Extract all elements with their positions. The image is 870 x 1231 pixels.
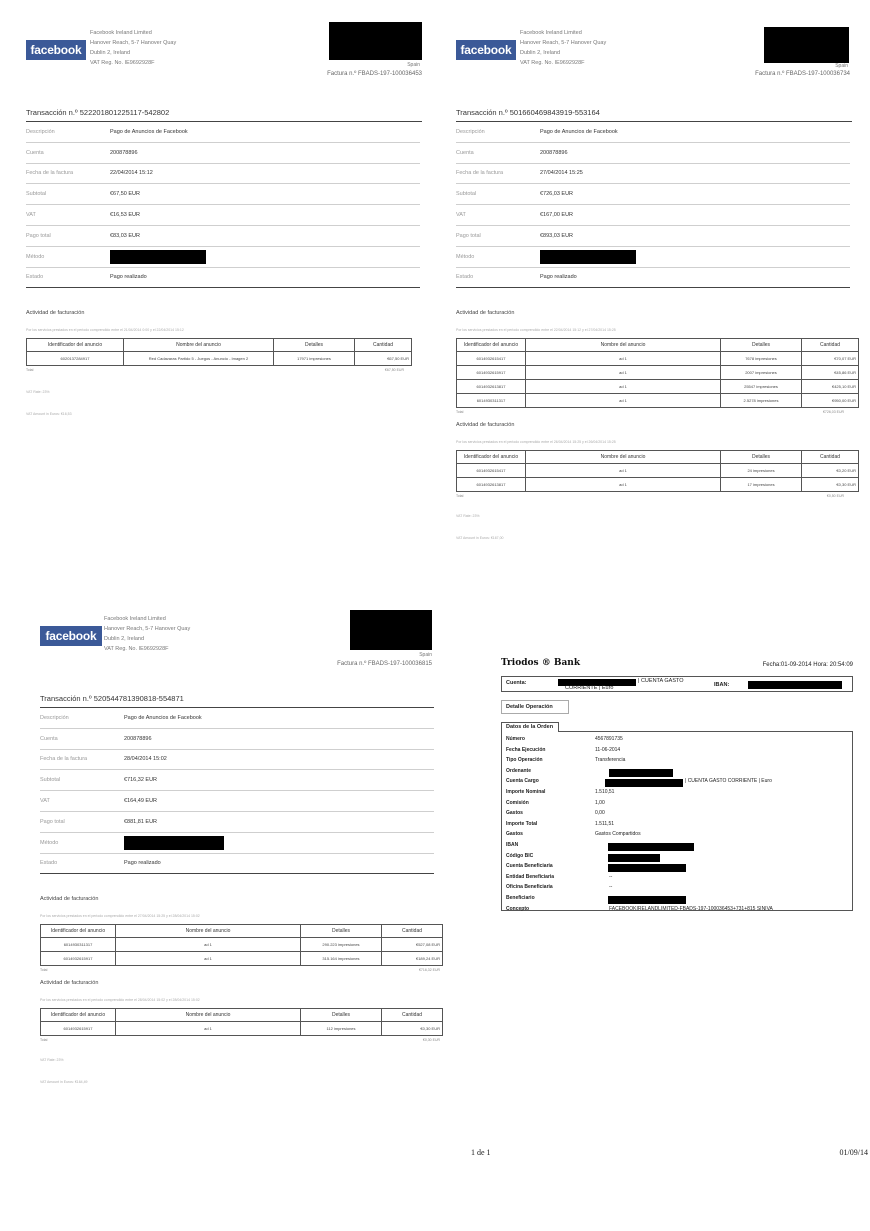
detail-label: Método	[456, 246, 540, 267]
column-header: Nombre del anuncio	[124, 339, 274, 352]
cell: €67,50 EUR	[355, 352, 412, 366]
order-row	[506, 906, 848, 917]
order-label: IBAN	[506, 841, 519, 848]
detail-label: Método	[26, 246, 110, 267]
order-row	[506, 800, 848, 811]
tab-order-data[interactable]: Datos de la Orden	[501, 722, 559, 732]
cell: €950,00 EUR	[802, 394, 859, 408]
invoice-header	[26, 24, 422, 80]
print-datetime: Fecha:01-09-2014 Hora: 20:54:09	[762, 662, 853, 668]
company-line: Facebook Ireland Limited	[104, 616, 166, 622]
invoice-header	[40, 610, 448, 666]
cell: 112 impresiones	[301, 1022, 382, 1036]
order-row	[506, 874, 848, 885]
activity-title: Actividad de facturación	[26, 310, 85, 317]
total-row	[40, 968, 448, 976]
cell: 6014932613817	[457, 380, 526, 394]
column-header: Nombre del anuncio	[526, 339, 721, 352]
column-header: Identificador del anuncio	[457, 339, 526, 352]
cell: 24 impresiones	[721, 464, 802, 478]
redacted-method	[110, 250, 206, 264]
total-value: €716,32 EUR	[418, 968, 440, 973]
table-row	[41, 1022, 443, 1036]
cell: 315.164 impresiones	[301, 952, 382, 966]
order-row	[506, 895, 848, 906]
column-header: Identificador del anuncio	[41, 1009, 116, 1022]
order-value: 1,00	[595, 799, 605, 806]
order-value: Gastos Compartidos	[595, 831, 641, 838]
table-header	[41, 1009, 443, 1022]
order-value: 0,00	[595, 810, 605, 817]
detail-label: VAT	[26, 205, 110, 226]
cell: ad 1	[526, 394, 721, 408]
cell: €527,08 EUR	[382, 938, 443, 952]
order-label: Importe Nominal	[506, 788, 546, 795]
cell: 6014932615917	[41, 952, 116, 966]
vat-amount: VAT Amount in Euros: €167,00	[456, 536, 504, 541]
column-header: Cantidad	[802, 339, 859, 352]
activity-title-2: Actividad de facturación	[456, 422, 515, 429]
redacted-value	[608, 864, 686, 872]
order-value: --	[609, 873, 613, 880]
detail-value: 200878896	[124, 728, 434, 749]
detail-value: €881,81 EUR	[124, 811, 434, 832]
total-row	[456, 410, 852, 418]
order-data-panel	[501, 731, 853, 911]
detail-row	[40, 728, 434, 749]
total-value: €67,50 EUR	[384, 368, 404, 373]
redacted-value	[609, 769, 673, 777]
total-label: Total	[40, 1038, 48, 1043]
column-header: Detalles	[721, 339, 802, 352]
table-header	[41, 925, 443, 938]
order-label: Gastos	[506, 831, 523, 838]
company-line: Facebook Ireland Limited	[520, 30, 582, 36]
cell: €0,20 EUR	[802, 464, 859, 478]
cell: ad 1	[526, 478, 721, 492]
order-label: Tipo Operación	[506, 757, 543, 764]
detail-row	[456, 246, 850, 267]
column-header: Cantidad	[382, 1009, 443, 1022]
cell: €0,30 EUR	[382, 1022, 443, 1036]
order-row	[506, 747, 848, 758]
order-row	[506, 778, 848, 789]
company-address	[520, 28, 606, 68]
column-header: Cantidad	[382, 925, 443, 938]
detail-row	[40, 749, 434, 770]
transaction-number: Transacción n.º 520544781390818-554871	[40, 694, 434, 708]
detail-label: Estado	[26, 267, 110, 288]
company-line: Dublin 2, Ireland	[90, 50, 131, 56]
detail-value-redacted	[110, 246, 420, 267]
cell: ad 1	[526, 380, 721, 394]
detail-label: Descripción	[40, 708, 124, 728]
redacted-value	[605, 779, 683, 787]
facebook-logo: facebook	[40, 626, 102, 646]
cell: €189,24 EUR	[382, 952, 443, 966]
detail-label: Subtotal	[26, 184, 110, 205]
facebook-logo: facebook	[456, 40, 516, 60]
activity-period: Por los servicios prestados en el periodo comprendido entre el 22/04/2014 15:12 y el 27/04/2014 15:25	[456, 328, 616, 333]
invoice-number: Factura n.º FBADS-197-100036815	[337, 661, 432, 667]
redacted-method	[124, 836, 224, 850]
table-row	[41, 952, 443, 966]
cell: Red Cadavaras Partido 5 - Juegos - Anuncio - Imagen 2	[124, 352, 274, 366]
company-line: Hanover Reach, 5-7 Hanover Quay	[520, 40, 607, 46]
vat-amount: VAT Amount in Euros: €164,49	[40, 1080, 88, 1085]
detail-row	[456, 267, 850, 288]
detail-row	[456, 184, 850, 205]
order-value: 1.510,51	[595, 788, 615, 795]
cell: 17971 impresiones	[274, 352, 355, 366]
billing-table-2	[40, 1008, 443, 1036]
order-label: Cuenta Beneficiaria	[506, 863, 553, 870]
column-header: Nombre del anuncio	[526, 451, 721, 464]
order-label: Gastos	[506, 810, 523, 817]
detail-value: €16,53 EUR	[110, 205, 420, 226]
country: Spain	[407, 62, 420, 68]
detail-row	[456, 205, 850, 226]
detail-row	[26, 225, 420, 246]
detail-value: €83,03 EUR	[110, 225, 420, 246]
company-line: Hanover Reach, 5-7 Hanover Quay	[90, 40, 177, 46]
activity-period: Por los servicios prestados en el periodo comprendido entre el 21/04/2014 0:00 y el 22/04/2014 15:12	[26, 328, 184, 333]
detail-row	[40, 811, 434, 832]
table-header	[457, 451, 859, 464]
billing-table	[40, 924, 443, 966]
detail-label: Cuenta	[26, 142, 110, 163]
total-label: Total	[26, 368, 34, 373]
cell: €0,30 EUR	[802, 478, 859, 492]
order-value: 11-06-2014	[595, 746, 621, 753]
order-label: Beneficiario	[506, 894, 535, 901]
company-line: VAT Reg. No. IE9692928F	[520, 60, 585, 66]
transaction-number: Transacción n.º 522201801225117-542802	[26, 108, 422, 122]
column-header: Detalles	[301, 1009, 382, 1022]
detail-label: Subtotal	[40, 770, 124, 791]
detail-label: Cuenta	[456, 142, 540, 163]
detail-row	[40, 832, 434, 853]
detail-row	[40, 708, 434, 728]
triodos-bank-logo: Triodos ® Bank	[501, 658, 581, 668]
detail-value: Pago realizado	[110, 267, 420, 288]
order-label: Importe Total	[506, 820, 538, 827]
vat-rate: VAT Rate: 23%	[40, 1058, 64, 1063]
cell: €425,10 EUR	[802, 380, 859, 394]
detail-row	[456, 122, 850, 142]
order-label: Oficina Beneficiaria	[506, 884, 553, 891]
company-line: Hanover Reach, 5-7 Hanover Quay	[104, 626, 191, 632]
order-label: Comisión	[506, 799, 529, 806]
company-line: Dublin 2, Ireland	[520, 50, 561, 56]
detail-value: Pago de Anuncios de Facebook	[540, 122, 850, 142]
cell: 17 impresiones	[721, 478, 802, 492]
vat-rate: VAT Rate: 23%	[456, 514, 480, 519]
detail-value: €716,32 EUR	[124, 770, 434, 791]
order-row	[506, 842, 848, 853]
table-header	[27, 339, 412, 352]
company-line: Dublin 2, Ireland	[104, 636, 145, 642]
cell: 6014932615917	[457, 366, 526, 380]
iban-label: IBAN:	[714, 682, 730, 688]
cell: ad 1	[526, 464, 721, 478]
invoice-1	[26, 24, 422, 416]
order-label: Código BIC	[506, 852, 534, 859]
detail-label: Pago total	[456, 225, 540, 246]
detail-value: €893,03 EUR	[540, 225, 850, 246]
total-value: €0,30 EUR	[422, 1038, 440, 1043]
order-value: --	[609, 884, 613, 891]
detail-label: Fecha de la factura	[40, 749, 124, 770]
column-header: Identificador del anuncio	[457, 451, 526, 464]
detail-value: €67,50 EUR	[110, 184, 420, 205]
detail-value-redacted	[124, 832, 434, 853]
invoice-number: Factura n.º FBADS-197-100036734	[755, 71, 850, 77]
cell: 6020137284917	[27, 352, 124, 366]
order-data-list	[506, 736, 848, 916]
order-row	[506, 810, 848, 821]
cell: 6014932615917	[41, 1022, 116, 1036]
cell: 6014932615417	[457, 352, 526, 366]
detail-value: 27/04/2014 15:25	[540, 163, 850, 184]
company-line: VAT Reg. No. IE9692928F	[104, 646, 169, 652]
order-row	[506, 853, 848, 864]
table-row	[457, 478, 859, 492]
detail-value: €167,00 EUR	[540, 205, 850, 226]
activity-period: Por los servicios prestados en el periodo comprendido entre el 27/04/2014 15:25 y el 28/04/2014 15:02	[40, 914, 200, 919]
table-row	[457, 464, 859, 478]
column-header: Cantidad	[355, 339, 412, 352]
cell: ad 1	[116, 938, 301, 952]
invoice-number: Factura n.º FBADS-197-100036453	[327, 71, 422, 77]
detail-row	[456, 225, 850, 246]
total-label: Total	[456, 494, 464, 499]
activity-period-2: Por los servicios prestados en el periodo comprendido entre el 26/04/2014 15:25 y el 26/04/2014 15:25	[456, 440, 616, 445]
order-row	[506, 789, 848, 800]
order-value: 4567891735	[595, 736, 623, 742]
activity-title-2: Actividad de facturación	[40, 980, 99, 987]
cell: €70,07 EUR	[802, 352, 859, 366]
order-value: Transferencia	[595, 757, 626, 764]
total-label: Total	[40, 968, 48, 973]
billing-table	[26, 338, 412, 366]
activity-title: Actividad de facturación	[40, 896, 99, 903]
detail-value: €726,03 EUR	[540, 184, 850, 205]
vat-rate: VAT Rate: 23%	[26, 390, 50, 395]
table-row	[41, 938, 443, 952]
detail-row	[26, 142, 420, 163]
table-row	[27, 352, 412, 366]
column-header: Detalles	[301, 925, 382, 938]
detail-row	[40, 791, 434, 812]
transaction-number: Transacción n.º 501660469843919-553164	[456, 108, 852, 122]
cell: 6014930311317	[41, 938, 116, 952]
order-row	[506, 863, 848, 874]
detail-row	[40, 853, 434, 874]
detail-row	[26, 163, 420, 184]
cell: ad 1	[526, 366, 721, 380]
billing-table	[456, 338, 859, 408]
detail-label: Descripción	[456, 122, 540, 142]
table-row	[457, 352, 859, 366]
total-row-2	[456, 494, 852, 502]
activity-period-2: Por los servicios prestados en el periodo comprendido entre el 28/04/2014 15:02 y el 28/04/2014 15:02	[40, 998, 200, 1003]
order-label: Número	[506, 736, 525, 742]
invoice-2	[456, 24, 856, 541]
detail-label: Pago total	[26, 225, 110, 246]
country: Spain	[835, 63, 848, 69]
redacted-method	[540, 250, 636, 264]
invoice-details	[40, 708, 434, 874]
order-label: Cuenta Cargo	[506, 778, 539, 785]
cuenta-text-2: CORRIENTE | Euro	[565, 685, 614, 691]
country: Spain	[419, 652, 432, 658]
cell: 290.223 impresiones	[301, 938, 382, 952]
detail-value: 22/04/2014 15:12	[110, 163, 420, 184]
order-value: FACEBOOKIRELANDLIMITED-FBADS-197-100036453+731+815 SINIVA	[609, 905, 773, 912]
detail-label: Método	[40, 832, 124, 853]
total-label: Total	[456, 410, 464, 415]
order-row	[506, 884, 848, 895]
billing-table-2	[456, 450, 859, 492]
table-row	[457, 366, 859, 380]
detail-row	[26, 184, 420, 205]
order-row	[506, 768, 848, 779]
redacted-value	[608, 854, 660, 862]
total-value: €0,50 EUR	[826, 494, 844, 499]
detail-value: Pago de Anuncios de Facebook	[124, 708, 434, 728]
redacted-iban	[748, 681, 842, 689]
detail-value: 200878896	[540, 142, 850, 163]
detail-value: Pago realizado	[124, 853, 434, 874]
order-label: Fecha Ejecución	[506, 746, 546, 753]
company-line: VAT Reg. No. IE9692928F	[90, 60, 155, 66]
cuenta-text: | CUENTA GASTO	[638, 678, 684, 684]
detail-label: Descripción	[26, 122, 110, 142]
cell: 2.5278 impresiones	[721, 394, 802, 408]
table-header	[457, 339, 859, 352]
detail-row	[26, 246, 420, 267]
column-header: Identificador del anuncio	[27, 339, 124, 352]
detail-value: 200878896	[110, 142, 420, 163]
company-line: Facebook Ireland Limited	[90, 30, 152, 36]
company-address	[104, 614, 190, 654]
detail-row	[456, 142, 850, 163]
invoice-details	[456, 122, 850, 288]
total-row-2	[40, 1038, 448, 1046]
column-header: Detalles	[721, 451, 802, 464]
column-header: Cantidad	[802, 451, 859, 464]
order-label: Ordenante	[506, 767, 532, 774]
account-bar	[501, 676, 853, 692]
detail-operation-button[interactable]: Detalle Operación	[501, 700, 569, 714]
order-label: Concepto	[506, 905, 530, 912]
cell: 6014932615417	[457, 464, 526, 478]
cell: 2007 impresiones	[721, 366, 802, 380]
footer-date: 01/09/14	[839, 1148, 868, 1157]
detail-value: Pago de Anuncios de Facebook	[110, 122, 420, 142]
detail-label: Estado	[456, 267, 540, 288]
redacted-address	[329, 22, 422, 60]
table-row	[457, 380, 859, 394]
detail-value: Pago realizado	[540, 267, 850, 288]
detail-value: 28/04/2014 15:02	[124, 749, 434, 770]
cell: €45,86 EUR	[802, 366, 859, 380]
cell: ad 1	[116, 952, 301, 966]
detail-row	[456, 163, 850, 184]
company-address	[90, 28, 176, 68]
column-header: Nombre del anuncio	[116, 1009, 301, 1022]
cell: 7678 impresiones	[721, 352, 802, 366]
cell: 6014932613817	[457, 478, 526, 492]
order-label: Entidad Beneficiaria	[506, 873, 555, 880]
column-header: Detalles	[274, 339, 355, 352]
detail-label: VAT	[456, 205, 540, 226]
detail-label: Cuenta	[40, 728, 124, 749]
vat-amount: VAT Amount in Euros: €16,53	[26, 412, 72, 417]
detail-row	[26, 122, 420, 142]
invoice-header	[456, 24, 852, 80]
invoice-3	[40, 610, 448, 1084]
column-header: Identificador del anuncio	[41, 925, 116, 938]
detail-label: Pago total	[40, 811, 124, 832]
redacted-value	[608, 843, 694, 851]
redacted-value	[608, 896, 686, 904]
cell: 6014930311317	[457, 394, 526, 408]
order-row	[506, 821, 848, 832]
page-number: 1 de 1	[471, 1148, 491, 1157]
total-value: €726,03 EUR	[822, 410, 844, 415]
detail-value: €164,49 EUR	[124, 791, 434, 812]
redacted-address	[764, 27, 849, 63]
table-row	[457, 394, 859, 408]
cell: ad 1	[116, 1022, 301, 1036]
detail-label: Estado	[40, 853, 124, 874]
cuenta-label: Cuenta:	[506, 680, 527, 686]
cell: ad 1	[526, 352, 721, 366]
detail-label: VAT	[40, 791, 124, 812]
facebook-logo: facebook	[26, 40, 86, 60]
cell: 25547 impresiones	[721, 380, 802, 394]
order-row	[506, 757, 848, 768]
order-row	[506, 736, 848, 747]
detail-value-redacted	[540, 246, 850, 267]
activity-title: Actividad de facturación	[456, 310, 515, 317]
detail-row	[26, 267, 420, 288]
invoice-details	[26, 122, 420, 288]
order-value: 1.511,51	[595, 820, 615, 827]
total-row	[26, 368, 412, 376]
detail-row	[26, 205, 420, 226]
order-row	[506, 831, 848, 842]
detail-label: Fecha de la factura	[456, 163, 540, 184]
column-header: Nombre del anuncio	[116, 925, 301, 938]
detail-label: Subtotal	[456, 184, 540, 205]
order-value: | CUENTA GASTO CORRIENTE | Euro	[685, 778, 772, 785]
detail-label: Fecha de la factura	[26, 163, 110, 184]
redacted-address	[350, 610, 432, 650]
detail-row	[40, 770, 434, 791]
